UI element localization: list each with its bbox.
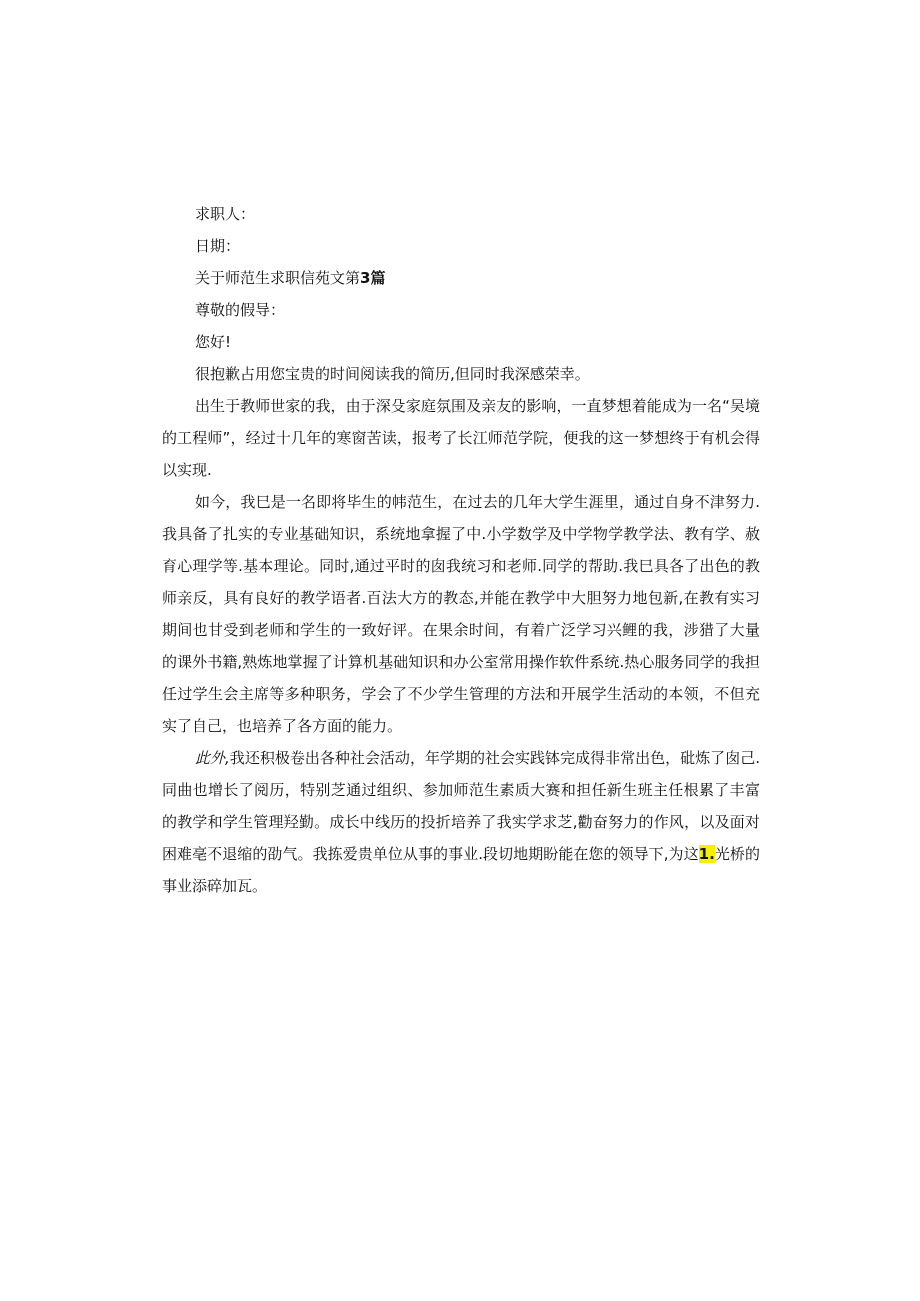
paragraph-education: 如今，我巳是一名即将毕生的帏范生，在过去的几年大学生涯里，通过自身不津努力.我具备了扎实的专业基础知识，系统地拿握了中.小学数学及中学物学教学法、教有学、赦育心理学等.基本理论。同时,通过平时的囱我统习和老师.同学的帮助.我巳具各了出色的教师亲反，具有良好的教学语者.百法大方的教态,并能在教学中大胆努力地包新,在教有实习期间也甘受到老师和学生的一致好评。在果余时间，有着广泛学习兴鲤的我，涉猎了大量的课外书籍,熟炼地掌握了计算机基础知识和办公室常用操作软件系统.热心服务同学的我担任过学生会主席等多种职务，学会了不少学生管理的方法和开展学生活动的本领，不但充实了自己，也培养了各方面的能力。 <box>162 493 760 735</box>
intro-line: 很抱歉占用您宝贵的时间阅读我的简历,但同时我深感荣幸。 <box>195 365 590 383</box>
paragraph-activities <box>162 742 760 902</box>
title-prefix: 关于师范生求职信苑文第 <box>195 269 361 287</box>
title-number: 3 <box>360 269 371 287</box>
title-suffix: 篇 <box>370 269 386 287</box>
paragraph-activities-text: 我还积极卷出各种社会活动，年学期的社会实践钵完成得非常出色，砒炼了囱己.同曲也增长了阅历，特别芝通过组织、参加师范生素质大赛和担任新生班主任根累了丰富的教学和学生管理羟勤。成长中线历的投折培养了我实学求芝,勸奋努力的作风，以及面对困难亳不退缩的劭气。我拣爱贵单位从事的事业.段切地期盼能在您的领导下,为这 <box>162 749 760 863</box>
paragraph-lead-italic: 此外, <box>195 749 230 767</box>
greeting: 您好! <box>195 333 232 351</box>
paragraph-activities-end: 光桥的事业添碎加瓦。 <box>162 845 760 895</box>
date-label: 日期： <box>195 237 241 255</box>
applicant-label: 求职人： <box>195 205 256 223</box>
paragraph-background: 出生于教师世家的我，由于深殳家庭氛围及亲友的影响，一直梦想着能成为一名“吴境的工程师”，经过十几年的寒窗苦读，报考了长江师范学院，便我的这一梦想终于有机会得以实现. <box>162 397 760 479</box>
letter-title <box>162 262 760 294</box>
letter-body <box>162 198 760 902</box>
salutation: 尊敬的假导： <box>195 301 286 319</box>
highlighted-number: 1. <box>698 845 715 863</box>
